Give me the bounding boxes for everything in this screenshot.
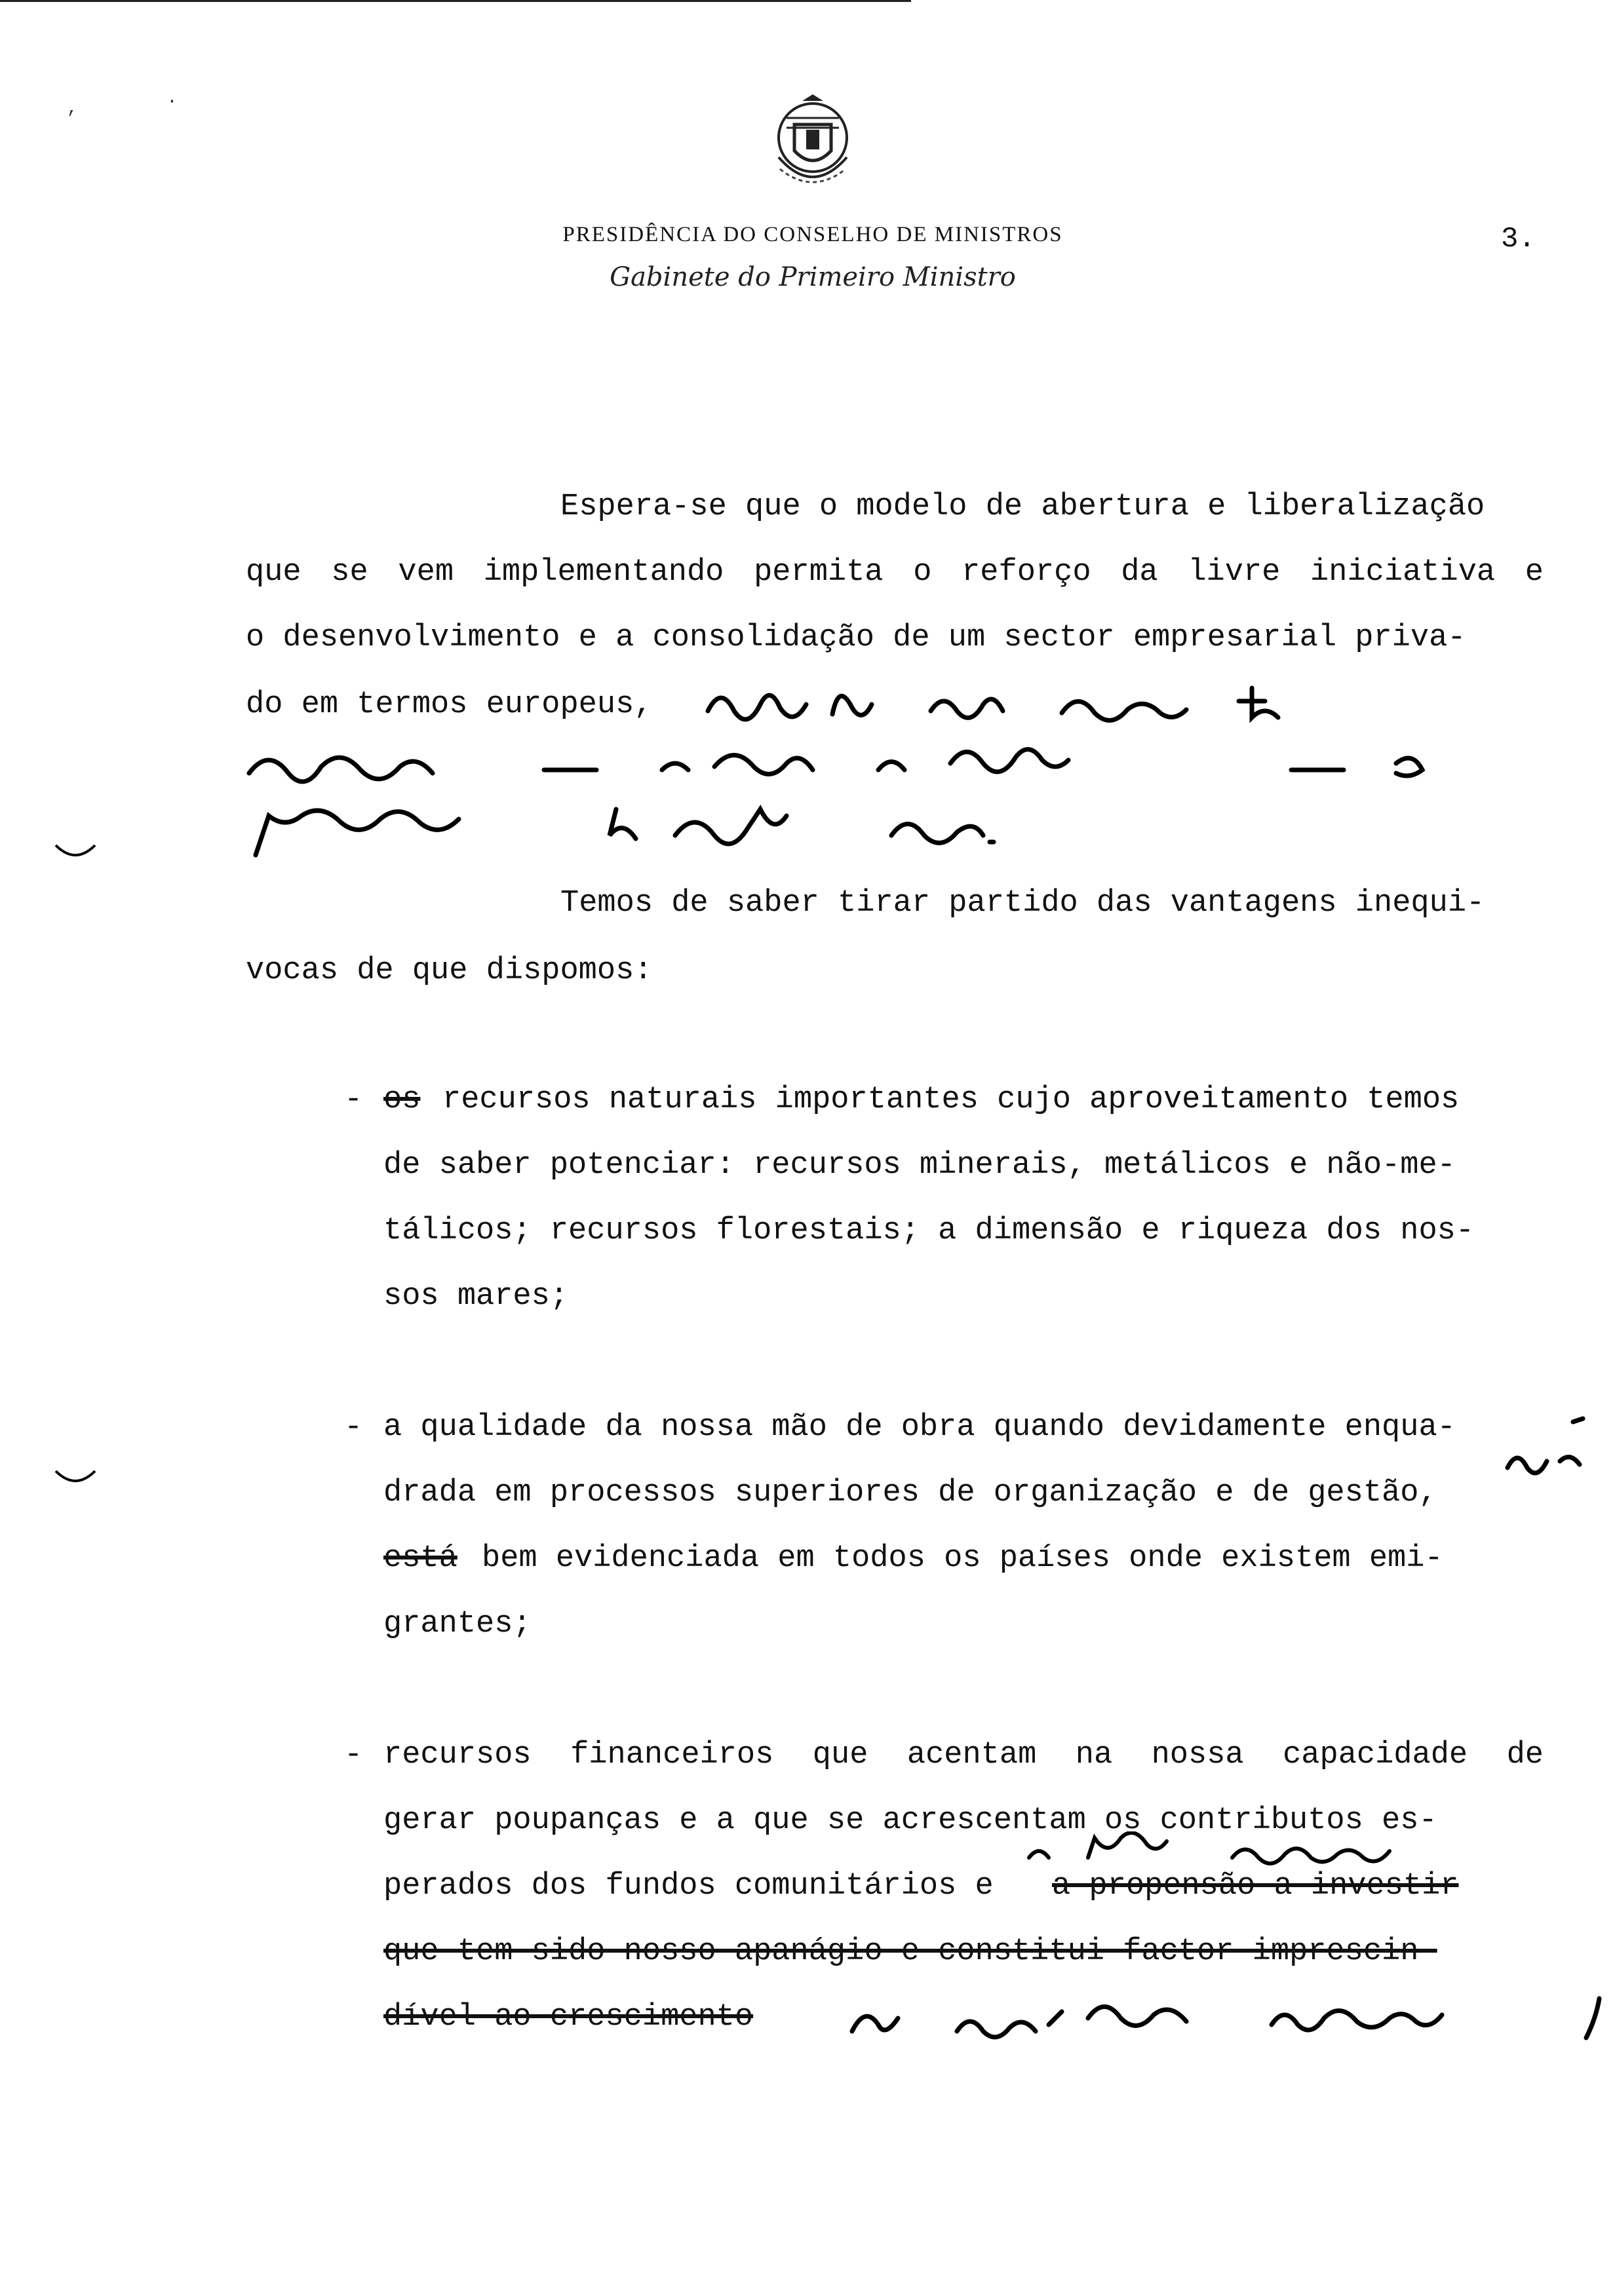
bullet3-line3: perados dos fundos comunitários e xyxy=(383,1869,994,1904)
bullet2-line4: grantes; xyxy=(383,1607,532,1641)
bullet2-dash: - xyxy=(344,1410,363,1445)
bullet1-dash: - xyxy=(344,1082,363,1117)
paragraph2-line2: vocas de que dispomos: xyxy=(246,953,653,988)
paragraph1-line3: o desenvolvimento e a consolidação de um sector empresarial priva- xyxy=(246,621,1466,655)
paragraph2-line1: Temos de saber tirar partido das vantagens inequi- xyxy=(560,886,1485,921)
office-name: Gabinete do Primeiro Ministro xyxy=(610,262,1016,292)
bullet1-line4: sos mares; xyxy=(383,1279,569,1314)
bullet1-line2: de saber potenciar: recursos minerais, metálicos e não-me- xyxy=(383,1148,1456,1183)
bullet3-struck-line3: dível ao crescimento xyxy=(383,2000,754,2035)
paragraph1-line2: que se vem implementando permita o reforço da livre iniciativa e xyxy=(246,555,1544,590)
handwritten-annotation xyxy=(1022,1831,1481,1871)
bullet2-line2: drada em processos superiores de organização e de gestão, xyxy=(383,1476,1437,1510)
scan-speck: · xyxy=(166,92,178,112)
page-number: 3. xyxy=(1501,223,1536,256)
bullet1-struck-word: os xyxy=(383,1082,421,1117)
bullet3-struck-line2: que tem sido nosso apanágio e constitui factor imprescin- xyxy=(383,1934,1437,1969)
bullet2-line1: a qualidade da nossa mão de obra quando devidamente enqua- xyxy=(383,1410,1456,1445)
handwritten-annotation xyxy=(249,796,1167,868)
bullet3-dash: - xyxy=(344,1738,363,1772)
handwritten-annotation xyxy=(695,675,1494,734)
bullet3-line1: recursos financeiros que acentam na nossa capacidade de xyxy=(383,1738,1544,1772)
bullet2-line3: bem evidenciada em todos os países onde existem emi- xyxy=(482,1541,1443,1576)
margin-mark xyxy=(52,1464,98,1491)
handwritten-annotation xyxy=(243,734,1488,799)
coat-of-arms-icon xyxy=(760,92,865,203)
scan-speck: , xyxy=(67,98,78,119)
bullet3-struck-line1: a propensão a investir xyxy=(1052,1869,1459,1904)
bullet2-struck-word: está xyxy=(383,1541,457,1576)
bullet3-line2: gerar poupanças e a que se acrescentam os contributos es- xyxy=(383,1803,1437,1838)
handwritten-annotation xyxy=(839,1985,1612,2051)
paragraph1-line1: Espera-se que o modelo de abertura e liberalização xyxy=(560,489,1485,524)
paragraph1-line4: do em termos europeus, xyxy=(246,687,653,722)
institution-name: PRESIDÊNCIA DO CONSELHO DE MINISTROS xyxy=(562,223,1063,246)
margin-mark xyxy=(52,839,98,865)
bullet1-line1: recursos naturais importantes cujo aproveitamento temos xyxy=(442,1082,1460,1117)
bullet1-line3: tálicos; recursos florestais; a dimensão e riqueza dos nos- xyxy=(383,1214,1475,1248)
top-rule xyxy=(0,0,911,2)
handwritten-annotation xyxy=(1501,1415,1593,1487)
